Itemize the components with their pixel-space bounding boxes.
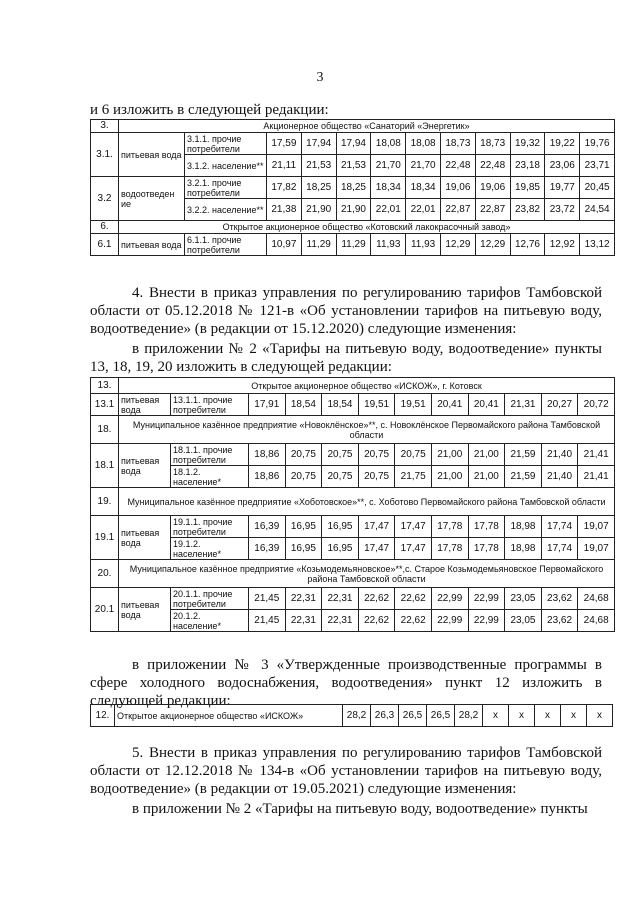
tariff-value: 21,45 — [249, 588, 286, 610]
value-cell: 26,5 — [427, 705, 455, 727]
tariff-value: 20,75 — [358, 444, 395, 466]
production-program-row — [91, 705, 613, 727]
tariff-value: 18,86 — [249, 466, 286, 488]
tariff-value: 17,78 — [468, 538, 505, 560]
tariff-value: 17,94 — [301, 133, 336, 155]
tariff-value: 20,72 — [578, 394, 615, 416]
tariff-value: 19,06 — [475, 177, 510, 199]
row-number: 12. — [91, 705, 115, 727]
tariff-value: 21,70 — [371, 155, 406, 177]
tariff-value: 18,34 — [371, 177, 406, 199]
tariff-value: 21,00 — [431, 466, 468, 488]
organization-name: Муниципальное казённое предприятие «Новоклёнское»**, с. Новоклёнское Первомайского района Тамбовской области — [119, 416, 615, 444]
service-category: водоотведен ие — [119, 177, 185, 221]
section-number: 3. — [91, 120, 119, 133]
tariff-value: 20,75 — [322, 466, 359, 488]
tariff-value: 19,22 — [545, 133, 580, 155]
tariff-value: 20,75 — [358, 466, 395, 488]
page-number: 3 — [316, 70, 324, 85]
section-number: 20. — [91, 560, 119, 588]
value-cell: 26,5 — [399, 705, 427, 727]
tariff-value: 19,85 — [510, 177, 545, 199]
tariff-value: 22,01 — [371, 199, 406, 221]
service-category: питьевая вода — [119, 133, 185, 177]
tariff-row — [91, 394, 615, 416]
tariff-value: 22,48 — [475, 155, 510, 177]
tariff-value: 19,51 — [395, 394, 432, 416]
consumer-group: 13.1.1. прочие потребители — [171, 394, 249, 416]
consumer-group: 3.2.1. прочие потребители — [185, 177, 267, 199]
group-number: 18.1 — [91, 444, 119, 488]
section-number: 6. — [91, 221, 119, 234]
tariff-value: 16,95 — [322, 538, 359, 560]
consumer-group: 20.1.2. население* — [171, 610, 249, 632]
tariff-value: 17,78 — [468, 516, 505, 538]
tariff-value: 12,29 — [475, 234, 510, 256]
value-cell: x — [535, 705, 561, 727]
tariff-value: 16,39 — [249, 538, 286, 560]
group-number: 3.1. — [91, 133, 119, 177]
tariff-row — [91, 234, 615, 256]
tariff-value: 20,75 — [395, 444, 432, 466]
value-cell: 26,3 — [371, 705, 399, 727]
tariff-value: 19,07 — [578, 538, 615, 560]
section-header-row — [91, 221, 615, 234]
tariff-value: 17,47 — [358, 516, 395, 538]
tariff-value: 21,41 — [578, 466, 615, 488]
value-cell: x — [483, 705, 509, 727]
value-cell: x — [509, 705, 535, 727]
tariff-value: 18,98 — [505, 516, 542, 538]
section-header-row — [91, 378, 615, 394]
paragraph-appendix-3: в приложении № 3 «Утвержденные производственные программы в сфере холодного водоснабжения, водоотведения» пункт 12 изложить в следующей редакции: — [90, 657, 602, 709]
group-number: 13.1 — [91, 394, 119, 416]
tariff-value: 21,90 — [301, 199, 336, 221]
tariff-value: 19,07 — [578, 516, 615, 538]
consumer-group: 6.1.1. прочие потребители — [185, 234, 267, 256]
group-number: 20.1 — [91, 588, 119, 632]
tariff-value: 21,40 — [541, 444, 578, 466]
tariff-value: 16,95 — [285, 538, 322, 560]
tariff-value: 22,62 — [395, 588, 432, 610]
tariff-value: 21,11 — [267, 155, 302, 177]
tariff-value: 18,73 — [475, 133, 510, 155]
tariff-value: 17,78 — [431, 516, 468, 538]
tariff-table-1 — [90, 119, 615, 256]
tariff-value: 18,08 — [371, 133, 406, 155]
value-cell: 28,2 — [343, 705, 371, 727]
tariff-value: 23,82 — [510, 199, 545, 221]
tariff-value: 23,62 — [541, 588, 578, 610]
consumer-group: 3.2.2. население** — [185, 199, 267, 221]
service-category: питьевая вода — [119, 516, 171, 560]
tariff-value: 21,40 — [541, 466, 578, 488]
consumer-group: 18.1.1. прочие потребители — [171, 444, 249, 466]
tariff-value: 23,05 — [505, 588, 542, 610]
service-category: питьевая вода — [119, 444, 171, 488]
tariff-value: 21,53 — [336, 155, 371, 177]
tariff-value: 21,41 — [578, 444, 615, 466]
tariff-value: 17,74 — [541, 516, 578, 538]
consumer-group: 19.1.1. прочие потребители — [171, 516, 249, 538]
tariff-value: 12,76 — [510, 234, 545, 256]
tariff-value: 20,45 — [580, 177, 615, 199]
tariff-value: 17,82 — [267, 177, 302, 199]
group-number: 19.1 — [91, 516, 119, 560]
tariff-value: 20,27 — [541, 394, 578, 416]
tariff-value: 17,47 — [395, 516, 432, 538]
tariff-value: 23,71 — [580, 155, 615, 177]
tariff-value: 23,62 — [541, 610, 578, 632]
tariff-value: 18,54 — [322, 394, 359, 416]
tariff-value: 12,92 — [545, 234, 580, 256]
paragraph-4: 4. Внести в приказ управления по регулированию тарифов Тамбовской области от 05.12.2018 № 121-в «Об установлении тарифов на питьевую воду, водоотведение» (в редакции от 15.12.2020) следующие изменения: — [90, 285, 602, 337]
paragraph-4-appendix: в приложении № 2 «Тарифы на питьевую воду, водоотведение» пункты 13, 18, 19, 20 изложить в следующей редакции: — [90, 341, 602, 375]
tariff-value: 22,99 — [431, 610, 468, 632]
tariff-value: 11,93 — [406, 234, 441, 256]
tariff-value: 22,31 — [285, 610, 322, 632]
tariff-value: 24,68 — [578, 610, 615, 632]
section-number: 18. — [91, 416, 119, 444]
tariff-value: 18,98 — [505, 538, 542, 560]
paragraph-5: 5. Внести в приказ управления по регулированию тарифов Тамбовской области от 12.12.2018 № 134-в «Об установлении тарифов на питьевую воду, водоотведение» (в редакции от 19.05.2021) следующие изменения: — [90, 745, 602, 797]
tariff-row — [91, 588, 615, 610]
organization-name: Муниципальное казённое предприятие «Козьмодемьяновское»**,с. Старое Козьмодемьяновское Первомайского района Тамбовской области — [119, 560, 615, 588]
tariff-value: 19,06 — [440, 177, 475, 199]
tariff-value: 17,74 — [541, 538, 578, 560]
paragraph-5-appendix: в приложении № 2 «Тарифы на питьевую воду, водоотведение» пункты — [132, 801, 588, 817]
section-number: 19. — [91, 488, 119, 516]
tariff-value: 21,90 — [336, 199, 371, 221]
tariff-value: 19,77 — [545, 177, 580, 199]
tariff-value: 21,70 — [406, 155, 441, 177]
tariff-value: 21,00 — [431, 444, 468, 466]
value-cell: x — [587, 705, 613, 727]
tariff-value: 17,91 — [249, 394, 286, 416]
tariff-value: 18,73 — [440, 133, 475, 155]
tariff-value: 16,39 — [249, 516, 286, 538]
tariff-value: 22,62 — [358, 610, 395, 632]
tariff-value: 21,45 — [249, 610, 286, 632]
tariff-value: 19,32 — [510, 133, 545, 155]
tariff-value: 22,31 — [322, 588, 359, 610]
tariff-value: 20,75 — [322, 444, 359, 466]
organization-name: Муниципальное казённое предприятие «Хоботовское»**, с. Хоботово Первомайского района Тамбовской области — [119, 488, 615, 516]
tariff-value: 18,08 — [406, 133, 441, 155]
tariff-value: 20,41 — [431, 394, 468, 416]
tariff-value: 16,95 — [285, 516, 322, 538]
tariff-value: 20,75 — [285, 444, 322, 466]
value-cell: x — [561, 705, 587, 727]
consumer-group: 3.1.2. население** — [185, 155, 267, 177]
tariff-value: 22,87 — [440, 199, 475, 221]
tariff-value: 21,53 — [301, 155, 336, 177]
tariff-row — [91, 177, 615, 199]
tariff-value: 20,41 — [468, 394, 505, 416]
group-number: 3.2 — [91, 177, 119, 221]
tariff-value: 17,94 — [336, 133, 371, 155]
tariff-value: 17,78 — [431, 538, 468, 560]
section-number: 13. — [91, 378, 119, 394]
tariff-value: 22,99 — [468, 588, 505, 610]
tariff-value: 11,29 — [301, 234, 336, 256]
tariff-value: 22,31 — [322, 610, 359, 632]
tariff-value: 13,12 — [580, 234, 615, 256]
tariff-value: 17,59 — [267, 133, 302, 155]
tariff-value: 22,48 — [440, 155, 475, 177]
consumer-group: 19.1.2. население* — [171, 538, 249, 560]
tariff-value: 19,51 — [358, 394, 395, 416]
service-category: питьевая вода — [119, 394, 171, 416]
organization-name: Открытое акционерное общество «Котовский лакокрасочный завод» — [119, 221, 615, 234]
tariff-value: 18,25 — [301, 177, 336, 199]
tariff-table-2 — [90, 377, 615, 632]
tariff-row — [91, 516, 615, 538]
section-header-row — [91, 488, 615, 516]
tariff-value: 22,31 — [285, 588, 322, 610]
tariff-value: 22,99 — [468, 610, 505, 632]
tariff-value: 11,93 — [371, 234, 406, 256]
organization-name: Акционерное общество «Санаторий «Энергетик» — [119, 120, 615, 133]
tariff-value: 21,00 — [468, 444, 505, 466]
section-header-row — [91, 560, 615, 588]
tariff-row — [91, 444, 615, 466]
service-category: питьевая вода — [119, 588, 171, 632]
tariff-value: 10,97 — [267, 234, 302, 256]
tariff-value: 18,25 — [336, 177, 371, 199]
tariff-value: 24,54 — [580, 199, 615, 221]
tariff-value: 12,29 — [440, 234, 475, 256]
tariff-value: 22,01 — [406, 199, 441, 221]
tariff-value: 18,86 — [249, 444, 286, 466]
tariff-value: 21,59 — [505, 444, 542, 466]
tariff-value: 21,38 — [267, 199, 302, 221]
tariff-value: 16,95 — [322, 516, 359, 538]
tariff-value: 23,06 — [545, 155, 580, 177]
organization-name: Открытое акционерное общество «ИСКОЖ», г. Котовск — [119, 378, 615, 394]
tariff-value: 23,72 — [545, 199, 580, 221]
tariff-value: 22,99 — [431, 588, 468, 610]
section-header-row — [91, 416, 615, 444]
consumer-group: 20.1.1. прочие потребители — [171, 588, 249, 610]
tariff-value: 21,59 — [505, 466, 542, 488]
tariff-value: 23,05 — [505, 610, 542, 632]
consumer-group: 3.1.1. прочие потребители — [185, 133, 267, 155]
intro-text: и 6 изложить в следующей редакции: — [90, 102, 329, 118]
tariff-value: 24,68 — [578, 588, 615, 610]
tariff-value: 21,75 — [395, 466, 432, 488]
tariff-value: 20,75 — [285, 466, 322, 488]
tariff-value: 11,29 — [336, 234, 371, 256]
value-cell: 28,2 — [455, 705, 483, 727]
group-number: 6.1 — [91, 234, 119, 256]
tariff-value: 17,47 — [395, 538, 432, 560]
tariff-value: 19,76 — [580, 133, 615, 155]
tariff-value: 18,54 — [285, 394, 322, 416]
production-program-table — [90, 704, 613, 727]
tariff-value: 22,62 — [395, 610, 432, 632]
tariff-row — [91, 133, 615, 155]
tariff-value: 17,47 — [358, 538, 395, 560]
service-category: питьевая вода — [119, 234, 185, 256]
tariff-value: 23,18 — [510, 155, 545, 177]
tariff-value: 18,34 — [406, 177, 441, 199]
tariff-value: 22,62 — [358, 588, 395, 610]
tariff-value: 21,00 — [468, 466, 505, 488]
tariff-value: 21,31 — [505, 394, 542, 416]
organization-name: Открытое акционерное общество «ИСКОЖ» — [115, 705, 343, 727]
consumer-group: 18.1.2. население* — [171, 466, 249, 488]
section-header-row — [91, 120, 615, 133]
tariff-value: 22,87 — [475, 199, 510, 221]
